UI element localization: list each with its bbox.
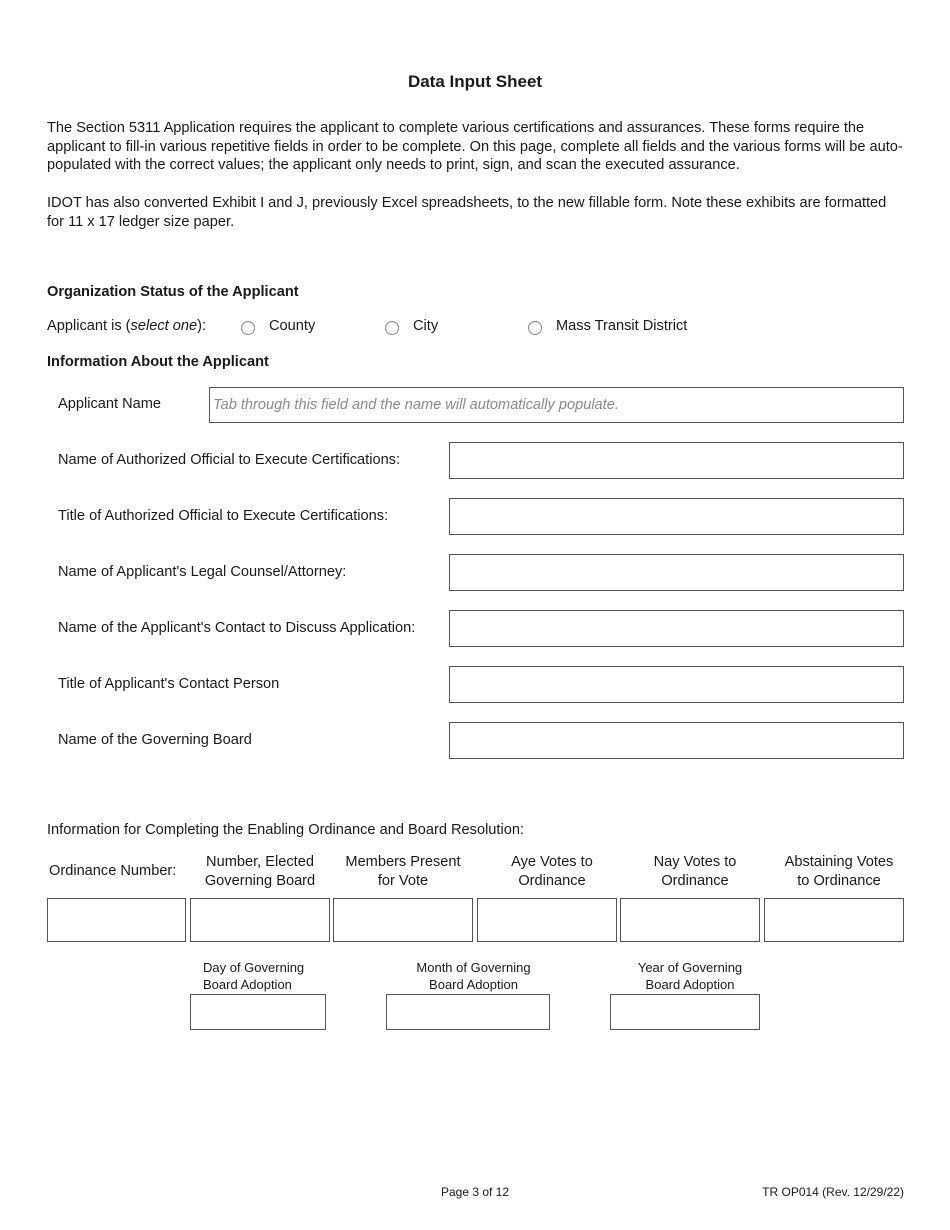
contact-name-input[interactable]	[449, 610, 904, 647]
adoption-year-label: Year of Governing Board Adoption	[637, 960, 743, 992]
applicant-name-input[interactable]	[209, 387, 904, 423]
contact-name-label: Name of the Applicant's Contact to Discuss Application:	[58, 620, 416, 636]
abstaining-votes-input[interactable]	[764, 898, 904, 942]
aye-votes-input[interactable]	[477, 898, 617, 942]
adoption-day-input[interactable]	[190, 994, 326, 1030]
nay-votes-input[interactable]	[620, 898, 760, 942]
contact-title-input[interactable]	[449, 666, 904, 703]
members-present-header: Members Present for Vote	[345, 854, 461, 889]
radio-county-label: County	[269, 318, 316, 334]
nay-votes-header: Nay Votes to Ordinance	[653, 854, 737, 889]
ordinance-heading: Information for Completing the Enabling Ordinance and Board Resolution:	[47, 822, 525, 838]
ordinance-number-label: Ordinance Number:	[49, 863, 177, 879]
radio-mass-transit-district[interactable]	[528, 321, 542, 335]
contact-title-label: Title of Applicant's Contact Person	[58, 676, 280, 692]
form-id: TR OP014 (Rev. 12/29/22)	[762, 1185, 904, 1199]
intro-paragraph-2: IDOT has also converted Exhibit I and J, previously Excel spreadsheets, to the new fillable form. Note these exhibits are formatted for 11 x 17 ledger size paper.	[47, 195, 887, 230]
authorized-official-name-label: Name of Authorized Official to Execute Certifications:	[58, 452, 401, 468]
abstaining-votes-header: Abstaining Votes to Ordinance	[784, 854, 894, 889]
applicant-info-heading: Information About the Applicant	[47, 354, 269, 370]
aye-votes-header: Aye Votes to Ordinance	[511, 854, 593, 889]
members-present-input[interactable]	[333, 898, 473, 942]
authorized-official-title-label: Title of Authorized Official to Execute Certifications:	[58, 508, 389, 524]
legal-counsel-label: Name of Applicant's Legal Counsel/Attorney:	[58, 564, 347, 580]
page-title: Data Input Sheet	[407, 72, 543, 91]
org-status-heading: Organization Status of the Applicant	[47, 284, 299, 300]
applicant-name-placeholder: Tab through this field and the name will automatically populate.	[213, 397, 619, 413]
authorized-official-title-input[interactable]	[449, 498, 904, 535]
governing-board-input[interactable]	[449, 722, 904, 759]
authorized-official-name-input[interactable]	[449, 442, 904, 479]
ordinance-number-input[interactable]	[47, 898, 186, 942]
applicant-type-label: Applicant is (select one):	[47, 318, 206, 334]
page-number: Page 3 of 12	[440, 1185, 510, 1199]
intro-paragraph-1: The Section 5311 Application requires the applicant to complete various certifications and assurances. These forms require the applicant to fill-in various repetitive fields in order to be complete. On this page, complete all fields and the various forms will be auto-populated with the correct values; the applicant only needs to print, sign, and scan the executed assurance.	[47, 120, 903, 173]
adoption-month-input[interactable]	[386, 994, 550, 1030]
radio-city-label: City	[413, 318, 439, 334]
radio-county[interactable]	[241, 321, 255, 335]
governing-board-label: Name of the Governing Board	[58, 732, 252, 748]
adoption-year-input[interactable]	[610, 994, 760, 1030]
adoption-day-label: Day of Governing Board Adoption	[203, 960, 305, 992]
radio-city[interactable]	[385, 321, 399, 335]
elected-board-number-header: Number, Elected Governing Board	[204, 854, 316, 889]
elected-board-number-input[interactable]	[190, 898, 330, 942]
adoption-month-label: Month of Governing Board Adoption	[416, 960, 531, 992]
legal-counsel-input[interactable]	[449, 554, 904, 591]
radio-mass-transit-district-label: Mass Transit District	[556, 318, 688, 334]
applicant-name-label: Applicant Name	[58, 396, 162, 412]
